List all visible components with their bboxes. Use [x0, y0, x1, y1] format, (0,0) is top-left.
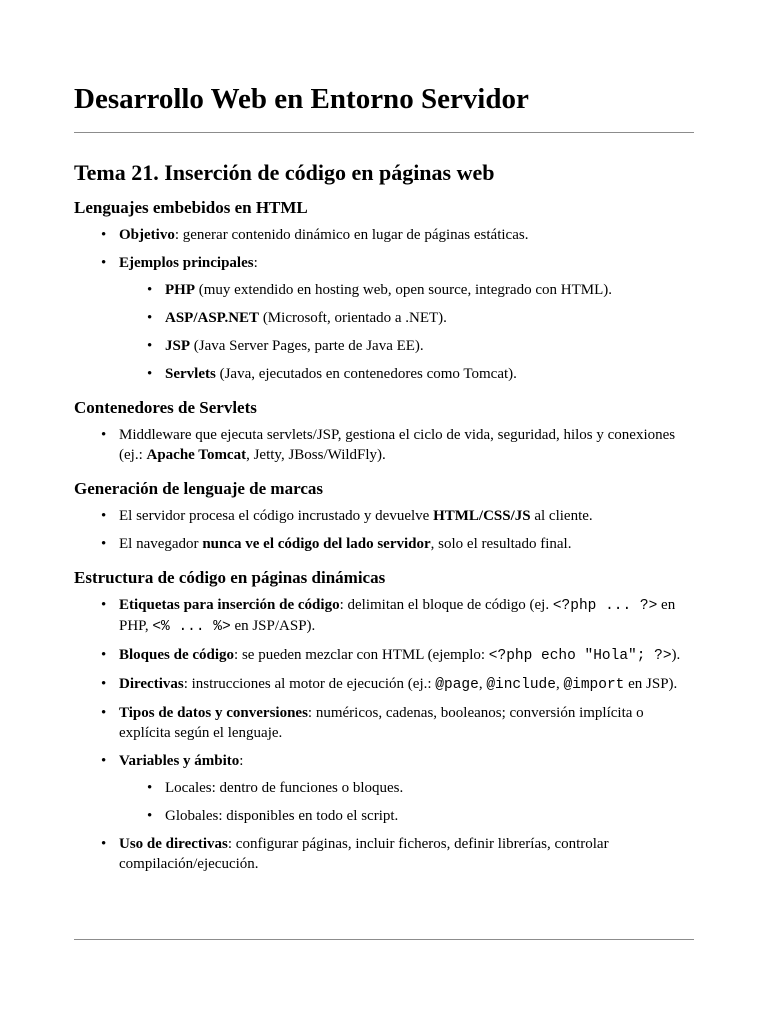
- navegador-text-a: El navegador: [119, 536, 203, 552]
- section-heading-generacion: Generación de lenguaje de marcas: [74, 479, 323, 498]
- ejemplos-label: Ejemplos principales: [119, 255, 254, 271]
- topic-heading: Tema 21. Inserción de código en páginas web: [74, 160, 495, 185]
- list-item-variables: [119, 751, 694, 826]
- tipos-text: : numéricos, cadenas, booleanos; conversión implícita o explícita según el lenguaje.: [119, 705, 644, 741]
- tipos-label: Tipos de datos y conversiones: [119, 705, 308, 721]
- etiquetas-label: Etiquetas para inserción de código: [119, 597, 340, 613]
- list-item-uso: [119, 834, 694, 874]
- section-heading-contenedores: Contenedores de Servlets: [74, 398, 257, 417]
- example-name: PHP: [165, 282, 195, 298]
- etiquetas-text-b: en PHP,: [119, 597, 676, 634]
- uso-text: : configurar páginas, incluir ficheros, definir librerías, controlar compilación/ejecución.: [119, 836, 609, 872]
- list-item-example: [165, 280, 694, 300]
- footer-divider: [74, 939, 694, 940]
- directivas-sep: ,: [555, 676, 564, 692]
- code-php-echo: <?php echo "Hola"; ?>: [488, 648, 672, 664]
- list-item-variable-scope: • Globales: disponibles en todo el script.: [165, 806, 694, 826]
- uso-label: Uso de directivas: [119, 836, 228, 852]
- etiquetas-text-c: en JSP/ASP).: [230, 618, 316, 634]
- etiquetas-text-a: : delimitan el bloque de código (ej.: [339, 597, 553, 613]
- navegador-text-bold: nunca ve el código del lado servidor: [202, 536, 431, 552]
- document-content: [74, 160, 694, 882]
- bloques-text-b: ).: [671, 647, 681, 663]
- code-import-directive: @import: [563, 677, 625, 693]
- example-name: ASP/ASP.NET: [165, 310, 260, 326]
- section-heading-embebidos: Lenguajes embebidos en HTML: [74, 198, 308, 217]
- example-desc: (Microsoft, orientado a .NET).: [259, 310, 447, 326]
- navegador-text-b: , solo el resultado final.: [430, 536, 572, 552]
- bloques-text-a: : se pueden mezclar con HTML (ejemplo:: [234, 647, 489, 663]
- directivas-text-a: : instrucciones al motor de ejecución (ej.:: [183, 676, 436, 692]
- section-heading-estructura: Estructura de código en páginas dinámicas: [74, 568, 386, 587]
- servidor-text-a: El servidor procesa el código incrustado y devuelve: [119, 508, 434, 524]
- list-item-example: [165, 364, 694, 384]
- directivas-label: Directivas: [119, 676, 184, 692]
- servidor-text-bold: HTML/CSS/JS: [433, 508, 531, 524]
- code-include-directive: @include: [486, 677, 556, 693]
- variables-colon: :: [239, 753, 244, 769]
- code-jsp-tag: <% ... %>: [152, 619, 231, 635]
- document-title: Desarrollo Web en Entorno Servidor: [74, 83, 529, 115]
- directivas-sep: ,: [478, 676, 487, 692]
- objetivo-label: Objetivo: [119, 227, 175, 243]
- code-page-directive: @page: [435, 677, 479, 693]
- list-item-objetivo: [119, 225, 694, 245]
- objetivo-text: : generar contenido dinámico en lugar de páginas estáticas.: [174, 227, 529, 243]
- middleware-text-b: , Jetty, JBoss/WildFly).: [246, 447, 386, 463]
- list-item-bloques: [119, 645, 694, 666]
- list-item-example: [165, 308, 694, 328]
- middleware-text-bold: Apache Tomcat: [146, 447, 247, 463]
- directivas-text-b: en JSP).: [624, 676, 678, 692]
- variables-sublist: [119, 778, 694, 826]
- list-item-servidor: [119, 506, 694, 526]
- list-item-example: [165, 336, 694, 356]
- list-item-etiquetas: [119, 595, 694, 637]
- list-item-variable-scope: • Locales: dentro de funciones o bloques.: [165, 778, 694, 798]
- list-item-navegador: [119, 534, 694, 554]
- list-item-middleware: [119, 425, 694, 465]
- example-desc: (Java Server Pages, parte de Java EE).: [190, 338, 424, 354]
- ejemplos-sublist: [119, 280, 694, 384]
- embebidos-list: [74, 225, 694, 384]
- servidor-text-b: al cliente.: [530, 508, 593, 524]
- bloques-label: Bloques de código: [119, 647, 235, 663]
- contenedores-list: [74, 425, 694, 465]
- list-item-tipos: [119, 703, 694, 743]
- generacion-list: [74, 506, 694, 554]
- code-php-tag: <?php ... ?>: [552, 598, 658, 614]
- example-desc: (muy extendido en hosting web, open source, integrado con HTML).: [195, 282, 612, 298]
- estructura-list: [74, 595, 694, 874]
- example-name: JSP: [165, 338, 191, 354]
- list-item-ejemplos: [119, 253, 694, 384]
- variables-label: Variables y ámbito: [119, 753, 240, 769]
- example-desc: (Java, ejecutados en contenedores como Tomcat).: [215, 366, 517, 382]
- ejemplos-colon: :: [253, 255, 258, 271]
- title-divider: [74, 132, 694, 133]
- list-item-directivas: [119, 674, 694, 695]
- middleware-text-a: Middleware que ejecuta servlets/JSP, gestiona el ciclo de vida, seguridad, hilos y conexiones (ej.:: [119, 427, 676, 463]
- example-name: Servlets: [165, 366, 216, 382]
